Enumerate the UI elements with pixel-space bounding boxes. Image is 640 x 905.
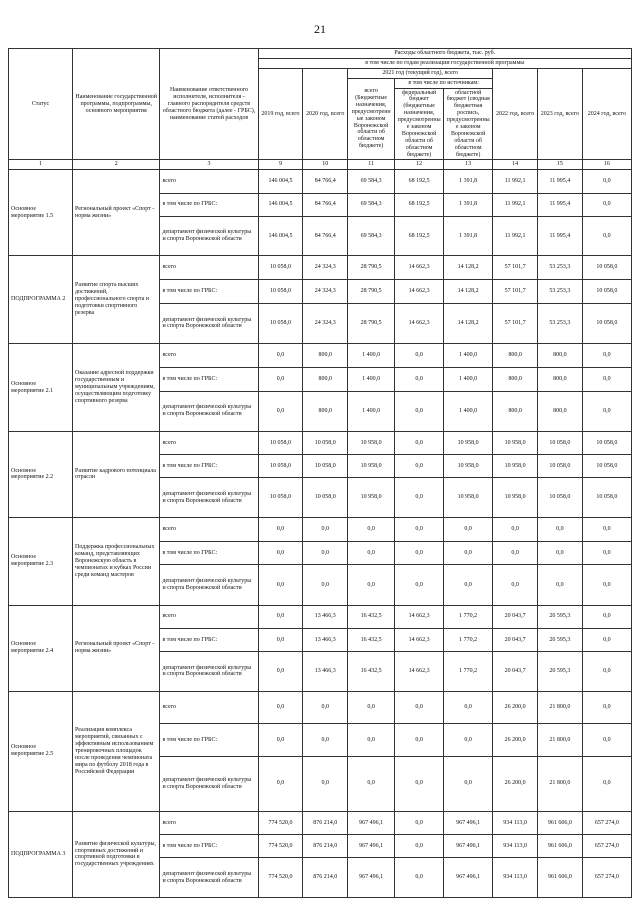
amount-cell: 21 800,0 [538, 691, 583, 724]
amount-cell: 1 391,8 [444, 170, 493, 193]
amount-cell: 800,0 [538, 344, 583, 368]
amount-cell: 20 595,3 [538, 605, 583, 628]
amount-cell: 967 496,1 [444, 835, 493, 858]
amount-cell: 0,0 [303, 756, 348, 811]
amount-cell: 10 058,0 [582, 478, 631, 517]
amount-cell: 800,0 [538, 391, 583, 431]
amount-cell: 0,0 [395, 432, 444, 455]
row-responsible: всего [160, 605, 258, 628]
amount-cell: 800,0 [538, 367, 583, 391]
amount-cell: 1 391,8 [444, 216, 493, 255]
amount-cell: 0,0 [303, 565, 348, 605]
amount-cell: 0,0 [395, 858, 444, 898]
amount-cell: 1 770,2 [444, 605, 493, 628]
row-status: Основное мероприятие 2.4 [9, 605, 73, 691]
amount-cell: 69 584,3 [348, 216, 395, 255]
table-header [9, 49, 632, 170]
amount-cell: 0,0 [395, 565, 444, 605]
amount-cell: 0,0 [258, 367, 303, 391]
amount-cell: 0,0 [538, 565, 583, 605]
amount-cell: 16 432,5 [348, 605, 395, 628]
column-number: 13 [444, 160, 493, 170]
amount-cell: 967 496,1 [348, 858, 395, 898]
amount-cell: 0,0 [444, 517, 493, 541]
amount-cell: 11 995,4 [538, 216, 583, 255]
row-responsible: в том числе по ГРБС: [160, 724, 258, 757]
amount-cell: 0,0 [258, 541, 303, 565]
amount-cell: 934 113,0 [493, 811, 538, 834]
amount-cell: 967 496,1 [348, 835, 395, 858]
amount-cell: 961 606,0 [538, 811, 583, 834]
row-program-name: Региональный проект «Спорт - норма жизни» [72, 170, 159, 256]
amount-cell: 11 992,1 [493, 170, 538, 193]
amount-cell: 800,0 [493, 344, 538, 368]
amount-cell: 0,0 [493, 565, 538, 605]
table-row [9, 811, 632, 834]
row-program-name: Оказание адресной поддержки государственным и муниципальным учреждениям, осуществляющим подготовку спортивного резерва [72, 344, 159, 432]
amount-cell: 10 958,0 [493, 432, 538, 455]
amount-cell: 84 766,4 [303, 216, 348, 255]
row-responsible: департамент физической культуры и спорта Воронежской области [160, 756, 258, 811]
amount-cell: 16 432,5 [348, 652, 395, 691]
row-responsible: в том числе по ГРБС: [160, 835, 258, 858]
amount-cell: 10 058,0 [538, 478, 583, 517]
amount-cell: 11 992,1 [493, 216, 538, 255]
amount-cell: 10 058,0 [582, 432, 631, 455]
amount-cell: 800,0 [303, 367, 348, 391]
amount-cell: 961 606,0 [538, 858, 583, 898]
row-responsible: департамент физической культуры и спорта Воронежской области [160, 216, 258, 255]
amount-cell: 1 400,0 [348, 344, 395, 368]
table-row [9, 432, 632, 455]
table-row [9, 605, 632, 628]
amount-cell: 0,0 [582, 629, 631, 652]
amount-cell: 14 128,2 [444, 303, 493, 343]
header-2021-total: всего (Бюджетные назначения, предусмотренные законом Воронежской области об областном бюджете) [348, 78, 395, 160]
amount-cell: 0,0 [582, 756, 631, 811]
amount-cell: 14 128,2 [444, 279, 493, 303]
amount-cell: 774 520,0 [258, 811, 303, 834]
amount-cell: 57 101,7 [493, 256, 538, 280]
amount-cell: 657 274,0 [582, 811, 631, 834]
row-responsible: всего [160, 256, 258, 280]
row-status: ПОДПРОГРАММА 3 [9, 811, 73, 897]
amount-cell: 53 253,3 [538, 279, 583, 303]
amount-cell: 10 958,0 [444, 432, 493, 455]
amount-cell: 10 058,0 [538, 455, 583, 478]
row-program-name: Региональный проект «Спорт - норма жизни» [72, 605, 159, 691]
amount-cell: 84 766,4 [303, 193, 348, 216]
amount-cell: 774 520,0 [258, 858, 303, 898]
row-program-name: Развитие спорта высших достижений, профессионального спорта и подготовки спортивного резерва [72, 256, 159, 344]
amount-cell: 0,0 [582, 367, 631, 391]
amount-cell: 57 101,7 [493, 279, 538, 303]
amount-cell: 14 662,3 [395, 279, 444, 303]
row-responsible: в том числе по ГРБС: [160, 455, 258, 478]
row-responsible: департамент физической культуры и спорта Воронежской области [160, 478, 258, 517]
amount-cell: 0,0 [582, 517, 631, 541]
amount-cell: 0,0 [395, 478, 444, 517]
amount-cell: 876 214,0 [303, 811, 348, 834]
header-2021-regional: областной бюджет (сводная бюджетная роспись, предусмотренные законом Воронежской области об областном бюджете) [444, 88, 493, 160]
amount-cell: 28 790,5 [348, 256, 395, 280]
row-responsible: департамент физической культуры и спорта Воронежской области [160, 303, 258, 343]
budget-table-container [8, 48, 632, 898]
amount-cell: 0,0 [395, 724, 444, 757]
column-number: 2 [72, 160, 159, 170]
amount-cell: 10 058,0 [582, 279, 631, 303]
header-status: Статус [9, 49, 73, 160]
amount-cell: 967 496,1 [444, 811, 493, 834]
row-responsible: в том числе по ГРБС: [160, 193, 258, 216]
amount-cell: 10 958,0 [493, 478, 538, 517]
row-responsible: всего [160, 691, 258, 724]
amount-cell: 26 200,0 [493, 691, 538, 724]
column-number: 16 [582, 160, 631, 170]
amount-cell: 26 200,0 [493, 724, 538, 757]
header-responsible: Наименование ответственного исполнителя, исполнителя - главного распорядителя средств областного бюджета (далее - ГРБС), наименование статей расходов [160, 49, 258, 160]
amount-cell: 16 432,5 [348, 629, 395, 652]
amount-cell: 21 800,0 [538, 756, 583, 811]
amount-cell: 68 192,5 [395, 193, 444, 216]
amount-cell: 10 058,0 [582, 455, 631, 478]
amount-cell: 0,0 [395, 756, 444, 811]
amount-cell: 1 400,0 [444, 367, 493, 391]
header-2021: 2021 год (текущий год), всего [348, 68, 493, 78]
amount-cell: 1 770,2 [444, 652, 493, 691]
amount-cell: 934 113,0 [493, 858, 538, 898]
amount-cell: 28 790,5 [348, 303, 395, 343]
amount-cell: 800,0 [303, 344, 348, 368]
amount-cell: 11 992,1 [493, 193, 538, 216]
row-responsible: департамент физической культуры и спорта Воронежской области [160, 652, 258, 691]
amount-cell: 1 770,2 [444, 629, 493, 652]
amount-cell: 28 790,5 [348, 279, 395, 303]
amount-cell: 0,0 [258, 517, 303, 541]
amount-cell: 0,0 [582, 193, 631, 216]
row-responsible: департамент физической культуры и спорта Воронежской области [160, 391, 258, 431]
amount-cell: 10 958,0 [348, 432, 395, 455]
amount-cell: 10 958,0 [444, 455, 493, 478]
amount-cell: 0,0 [444, 724, 493, 757]
row-responsible: департамент физической культуры и спорта Воронежской области [160, 565, 258, 605]
amount-cell: 21 800,0 [538, 724, 583, 757]
amount-cell: 0,0 [582, 541, 631, 565]
amount-cell: 10 058,0 [303, 432, 348, 455]
row-status: Основное мероприятие 2.5 [9, 691, 73, 811]
table-row [9, 691, 632, 724]
row-responsible: всего [160, 344, 258, 368]
amount-cell: 53 253,3 [538, 303, 583, 343]
column-number: 9 [258, 160, 303, 170]
header-by-years: в том числе по годам реализации государственной программы [258, 58, 631, 68]
amount-cell: 0,0 [444, 691, 493, 724]
amount-cell: 10 958,0 [493, 455, 538, 478]
amount-cell: 0,0 [258, 724, 303, 757]
row-program-name: Поддержка профессиональных команд, представляющих Воронежскую область в чемпионатах и кубках России среди команд мастеров [72, 517, 159, 605]
amount-cell: 934 113,0 [493, 835, 538, 858]
amount-cell: 14 662,3 [395, 652, 444, 691]
amount-cell: 0,0 [395, 835, 444, 858]
amount-cell: 10 058,0 [538, 432, 583, 455]
amount-cell: 20 043,7 [493, 652, 538, 691]
amount-cell: 69 584,3 [348, 193, 395, 216]
amount-cell: 14 662,3 [395, 629, 444, 652]
amount-cell: 0,0 [538, 541, 583, 565]
column-number: 1 [9, 160, 73, 170]
amount-cell: 0,0 [582, 565, 631, 605]
row-responsible: всего [160, 811, 258, 834]
amount-cell: 0,0 [348, 565, 395, 605]
row-responsible: всего [160, 170, 258, 193]
row-program-name: Реализация комплекса мероприятий, связанных с эффективным использованием тренировочных площадок после проведения чемпионата мира по футболу 2018 года в Российской Федерации [72, 691, 159, 811]
row-responsible: всего [160, 517, 258, 541]
table-row [9, 344, 632, 368]
amount-cell: 0,0 [395, 344, 444, 368]
amount-cell: 14 128,2 [444, 256, 493, 280]
row-responsible: в том числе по ГРБС: [160, 541, 258, 565]
page-number: 21 [314, 22, 326, 36]
amount-cell: 0,0 [348, 541, 395, 565]
header-2022: 2022 год, всего [493, 68, 538, 160]
amount-cell: 11 995,4 [538, 170, 583, 193]
amount-cell: 1 391,8 [444, 193, 493, 216]
column-number-row [9, 160, 632, 170]
amount-cell: 10 058,0 [258, 303, 303, 343]
row-status: Основное мероприятие 2.3 [9, 517, 73, 605]
amount-cell: 0,0 [303, 691, 348, 724]
table-row [9, 170, 632, 193]
amount-cell: 0,0 [395, 455, 444, 478]
amount-cell: 0,0 [258, 391, 303, 431]
amount-cell: 20 595,3 [538, 629, 583, 652]
amount-cell: 20 043,7 [493, 629, 538, 652]
header-2019: 2019 год, всего [258, 68, 303, 160]
amount-cell: 0,0 [348, 691, 395, 724]
table-row [9, 517, 632, 541]
row-program-name: Развитие физической культуры, спортивных достижений и спортивной подготовки в государственных учреждениях [72, 811, 159, 897]
amount-cell: 1 400,0 [348, 391, 395, 431]
row-responsible: в том числе по ГРБС: [160, 279, 258, 303]
amount-cell: 800,0 [493, 367, 538, 391]
table-body [9, 170, 632, 898]
amount-cell: 24 324,3 [303, 279, 348, 303]
amount-cell: 0,0 [582, 605, 631, 628]
amount-cell: 24 324,3 [303, 256, 348, 280]
amount-cell: 0,0 [348, 756, 395, 811]
amount-cell: 10 958,0 [444, 478, 493, 517]
header-2021-federal: федеральный бюджет (бюджетные назначения, предусмотренные законом Воронежской области об областном бюджете) [395, 88, 444, 160]
header-2021-sources: в том числе по источникам: [395, 78, 493, 88]
amount-cell: 14 662,3 [395, 303, 444, 343]
amount-cell: 146 004,5 [258, 216, 303, 255]
amount-cell: 10 958,0 [348, 478, 395, 517]
table-row [9, 256, 632, 280]
row-responsible: департамент физической культуры и спорта Воронежской области [160, 858, 258, 898]
column-number: 15 [538, 160, 583, 170]
amount-cell: 20 595,3 [538, 652, 583, 691]
amount-cell: 800,0 [303, 391, 348, 431]
amount-cell: 876 214,0 [303, 858, 348, 898]
amount-cell: 0,0 [258, 344, 303, 368]
amount-cell: 57 101,7 [493, 303, 538, 343]
amount-cell: 0,0 [493, 541, 538, 565]
amount-cell: 0,0 [582, 724, 631, 757]
amount-cell: 10 058,0 [258, 256, 303, 280]
row-program-name: Развитие кадрового потенциала отрасли [72, 432, 159, 518]
amount-cell: 0,0 [582, 652, 631, 691]
amount-cell: 0,0 [258, 691, 303, 724]
amount-cell: 20 043,7 [493, 605, 538, 628]
amount-cell: 0,0 [395, 517, 444, 541]
amount-cell: 1 400,0 [444, 391, 493, 431]
column-number: 10 [303, 160, 348, 170]
amount-cell: 68 192,5 [395, 216, 444, 255]
amount-cell: 0,0 [258, 629, 303, 652]
amount-cell: 10 058,0 [258, 432, 303, 455]
amount-cell: 0,0 [493, 517, 538, 541]
amount-cell: 657 274,0 [582, 858, 631, 898]
amount-cell: 0,0 [444, 565, 493, 605]
header-2020: 2020 год, всего [303, 68, 348, 160]
column-number: 3 [160, 160, 258, 170]
amount-cell: 0,0 [258, 756, 303, 811]
amount-cell: 84 766,4 [303, 170, 348, 193]
column-number: 11 [348, 160, 395, 170]
amount-cell: 961 606,0 [538, 835, 583, 858]
amount-cell: 0,0 [582, 391, 631, 431]
row-status: Основное мероприятие 1.5 [9, 170, 73, 256]
amount-cell: 13 466,3 [303, 652, 348, 691]
amount-cell: 13 466,3 [303, 605, 348, 628]
amount-cell: 0,0 [303, 724, 348, 757]
amount-cell: 11 995,4 [538, 193, 583, 216]
row-status: ПОДПРОГРАММА 2 [9, 256, 73, 344]
header-2023: 2023 год, всего [538, 68, 583, 160]
column-number: 12 [395, 160, 444, 170]
amount-cell: 53 253,3 [538, 256, 583, 280]
amount-cell: 14 662,3 [395, 605, 444, 628]
amount-cell: 0,0 [582, 691, 631, 724]
amount-cell: 14 662,3 [395, 256, 444, 280]
amount-cell: 10 058,0 [303, 455, 348, 478]
row-responsible: в том числе по ГРБС: [160, 629, 258, 652]
header-expenses: Расходы областного бюджета, тыс. руб. [258, 49, 631, 59]
header-name: Наименование государственной программы, подпрограммы, основного мероприятия [72, 49, 159, 160]
amount-cell: 0,0 [444, 541, 493, 565]
amount-cell: 774 520,0 [258, 835, 303, 858]
amount-cell: 0,0 [258, 565, 303, 605]
amount-cell: 146 004,5 [258, 170, 303, 193]
amount-cell: 10 058,0 [258, 478, 303, 517]
amount-cell: 1 400,0 [348, 367, 395, 391]
amount-cell: 1 400,0 [444, 344, 493, 368]
amount-cell: 24 324,3 [303, 303, 348, 343]
amount-cell: 967 496,1 [348, 811, 395, 834]
amount-cell: 0,0 [303, 541, 348, 565]
amount-cell: 0,0 [395, 367, 444, 391]
amount-cell: 0,0 [444, 756, 493, 811]
amount-cell: 0,0 [582, 344, 631, 368]
amount-cell: 0,0 [582, 216, 631, 255]
amount-cell: 0,0 [582, 170, 631, 193]
amount-cell: 0,0 [395, 811, 444, 834]
header-2024: 2024 год, всего [582, 68, 631, 160]
amount-cell: 10 058,0 [582, 256, 631, 280]
amount-cell: 146 004,5 [258, 193, 303, 216]
amount-cell: 10 058,0 [258, 455, 303, 478]
amount-cell: 0,0 [538, 517, 583, 541]
amount-cell: 0,0 [395, 541, 444, 565]
amount-cell: 0,0 [348, 517, 395, 541]
row-status: Основное мероприятие 2.1 [9, 344, 73, 432]
amount-cell: 0,0 [303, 517, 348, 541]
row-responsible: в том числе по ГРБС: [160, 367, 258, 391]
budget-table [8, 48, 632, 898]
amount-cell: 0,0 [395, 391, 444, 431]
amount-cell: 0,0 [395, 691, 444, 724]
amount-cell: 967 496,1 [444, 858, 493, 898]
column-number: 14 [493, 160, 538, 170]
amount-cell: 13 466,3 [303, 629, 348, 652]
amount-cell: 68 192,5 [395, 170, 444, 193]
amount-cell: 0,0 [348, 724, 395, 757]
amount-cell: 10 058,0 [258, 279, 303, 303]
amount-cell: 10 058,0 [303, 478, 348, 517]
amount-cell: 0,0 [258, 652, 303, 691]
row-status: Основное мероприятие 2.2 [9, 432, 73, 518]
amount-cell: 10 958,0 [348, 455, 395, 478]
row-responsible: всего [160, 432, 258, 455]
amount-cell: 800,0 [493, 391, 538, 431]
amount-cell: 10 058,0 [582, 303, 631, 343]
amount-cell: 69 584,3 [348, 170, 395, 193]
amount-cell: 26 200,0 [493, 756, 538, 811]
amount-cell: 657 274,0 [582, 835, 631, 858]
amount-cell: 876 214,0 [303, 835, 348, 858]
amount-cell: 0,0 [258, 605, 303, 628]
